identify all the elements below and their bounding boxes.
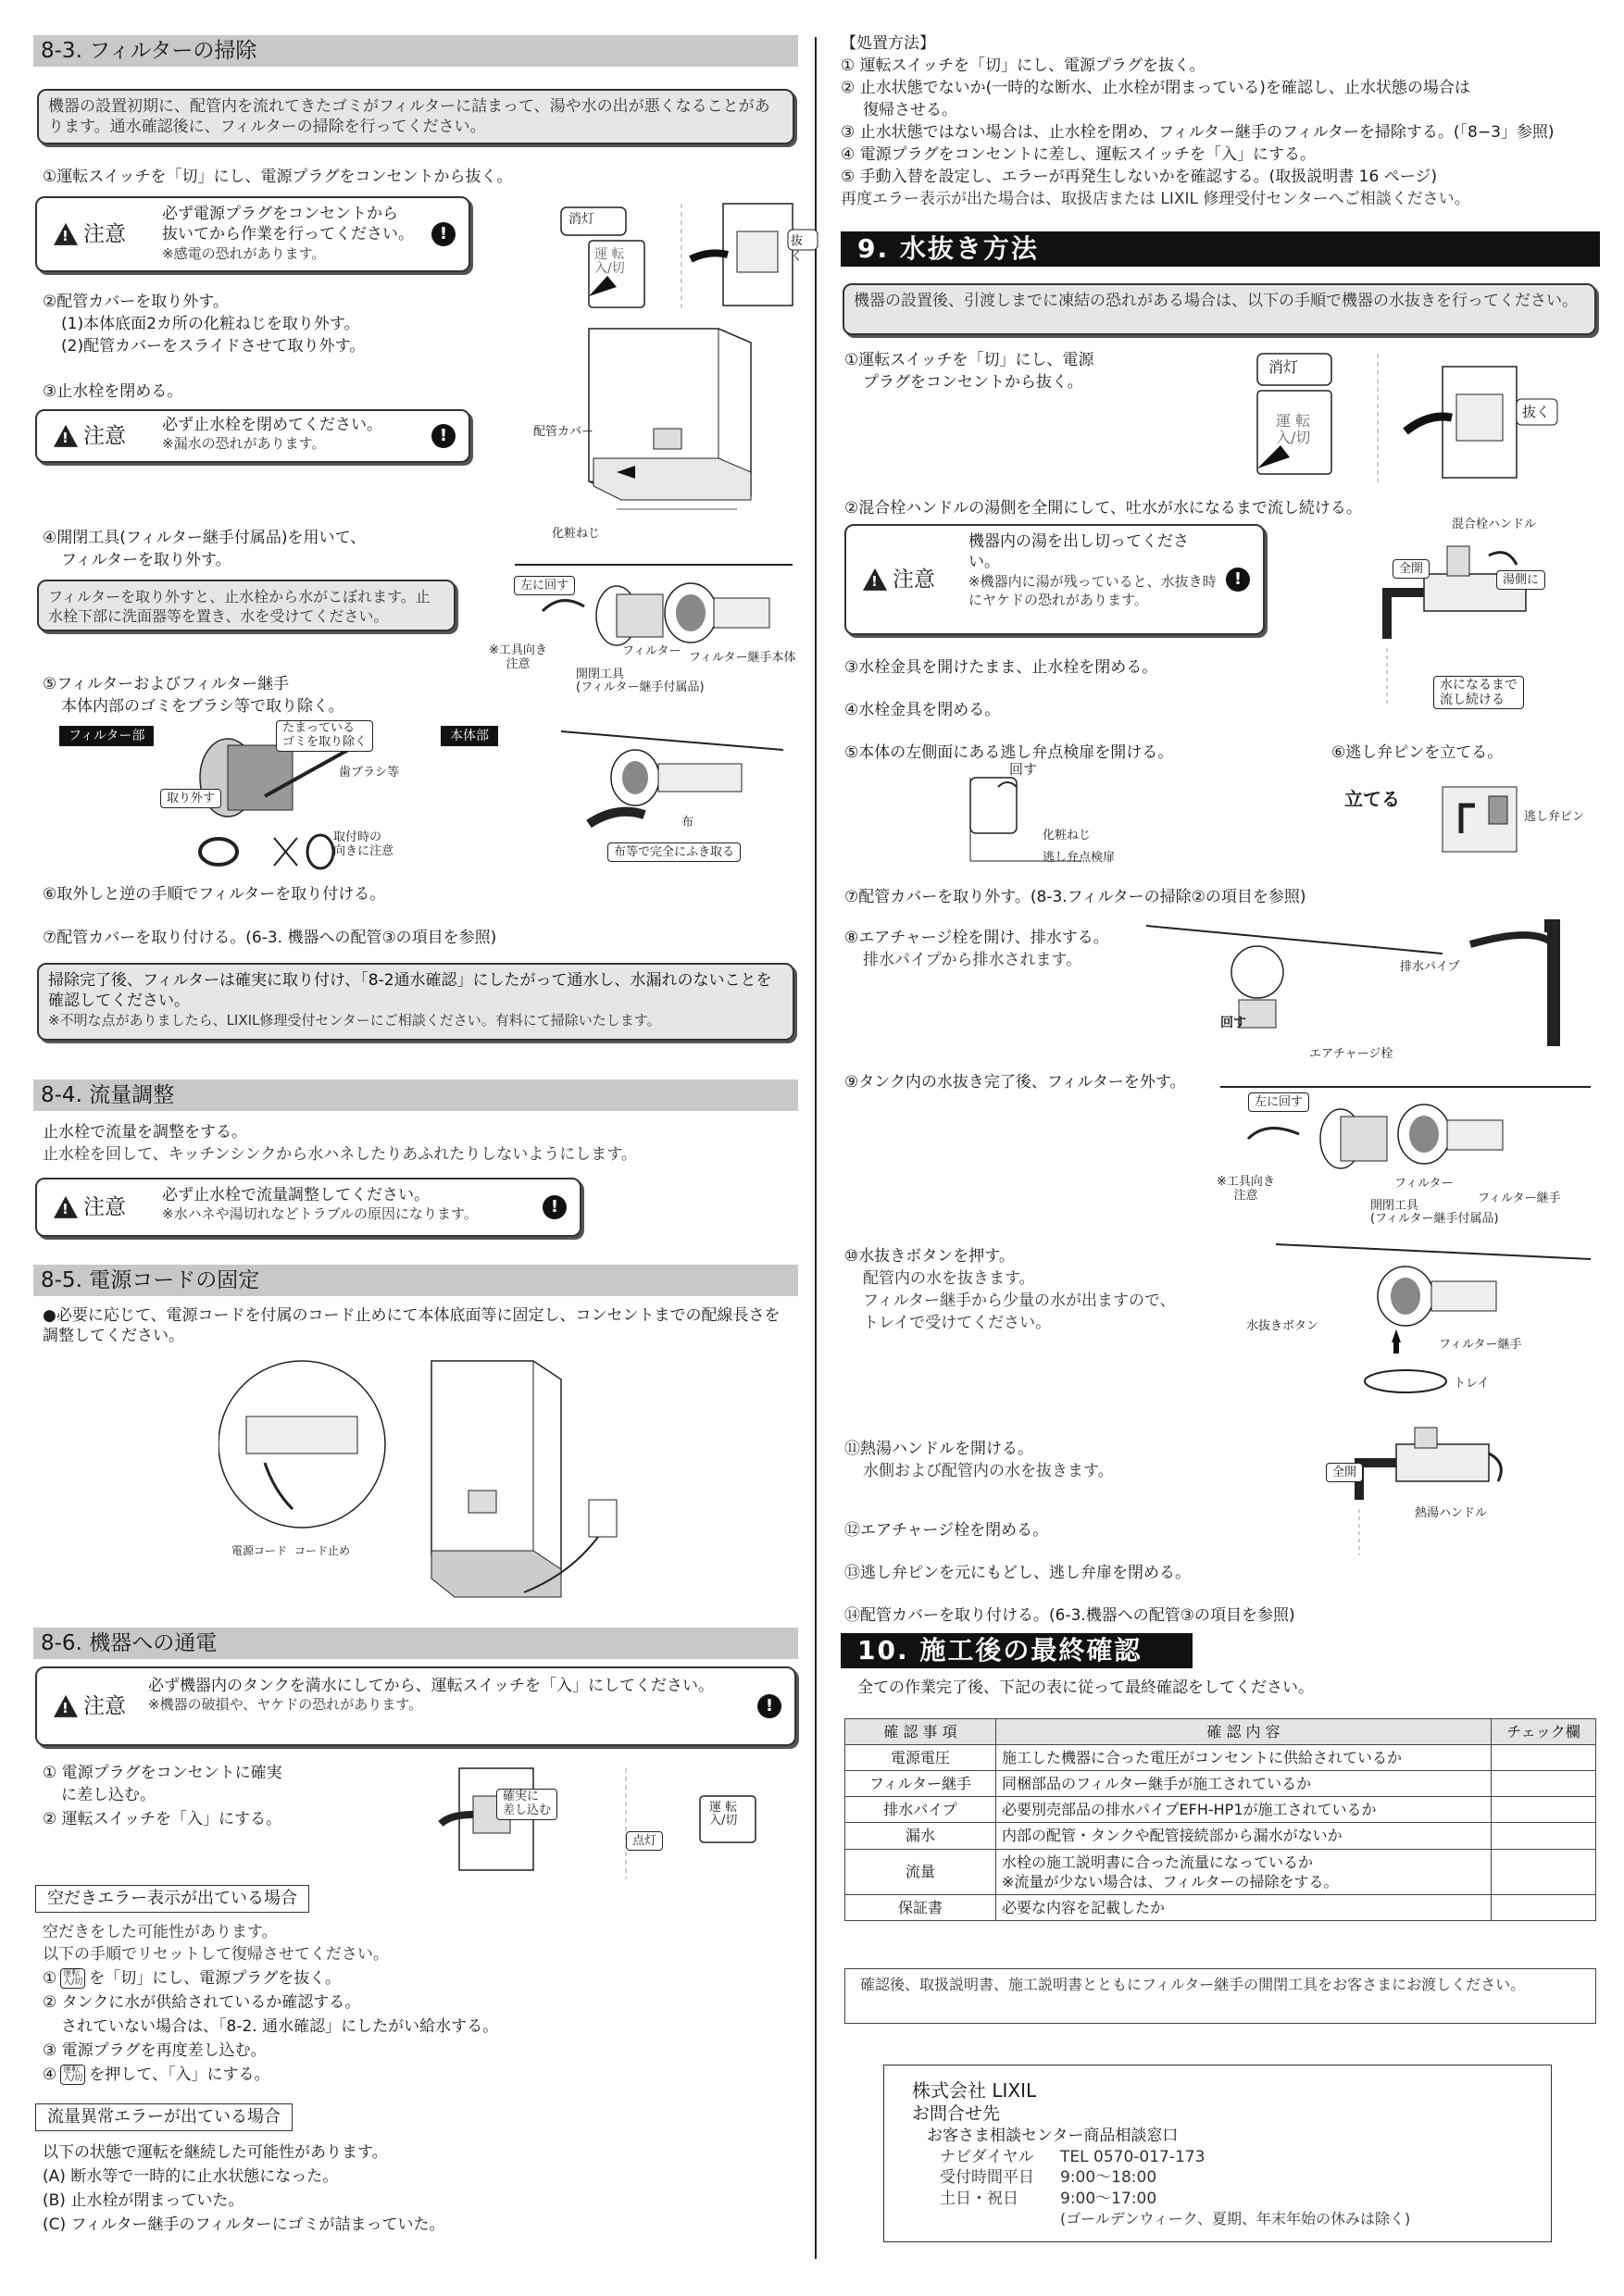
- s9-step10b: 配管内の水を抜きます。: [863, 1269, 1035, 1288]
- s9-s11-handle: 熱湯ハンドル: [1415, 1506, 1488, 1520]
- s83-step7: ⑦配管カバーを取り付ける。(6-3. 機器への配管③の項目を参照): [43, 929, 497, 947]
- tag-body-part: 本体部: [441, 726, 498, 746]
- contact-row: [940, 2147, 1523, 2167]
- s83-step4a: ④開閉工具(フィルター継手付属品)を用いて、: [43, 529, 367, 547]
- contact-row-value: 9:00〜18:00: [1060, 2168, 1157, 2188]
- table-row: [845, 1849, 1596, 1894]
- s9-illus9-tool-note: ※工具向き 注意: [1217, 1175, 1275, 1203]
- warning-triangle-icon: [54, 425, 78, 447]
- illus86-lit: 点灯: [626, 1831, 663, 1851]
- s9-s5-screw: 化粧ねじ: [1043, 829, 1092, 842]
- s9-step10d: トレイで受けてください。: [863, 1314, 1052, 1332]
- check-item-cell: 排水パイプ: [845, 1797, 996, 1823]
- caution-power-plug: [35, 196, 470, 272]
- exclamation-icon: !: [757, 1694, 781, 1718]
- s9-illus-pull: 抜く: [1522, 404, 1551, 420]
- illus5-remove-dirt: たまっている ゴミを取り除く: [276, 720, 373, 752]
- s9-s5-turn: 回す: [1009, 761, 1038, 778]
- s84-line2: 止水栓を回して、キッチンシンクから水ハネしたりあふれたりしないようにします。: [43, 1145, 637, 1164]
- illus2-cover-label: 配管カバー: [533, 425, 594, 439]
- empty-s4-text: を押して、「入」にする。: [89, 2065, 270, 2084]
- tag-filter-part: フィルター部: [59, 726, 154, 746]
- s9-step8b: 排水パイプから排水されます。: [863, 951, 1082, 969]
- table-row: [845, 1823, 1596, 1849]
- illus-hot-handle: [1331, 1426, 1600, 1565]
- contact-holiday: (ゴールデンウィーク、夏期、年末年始の休みは除く): [1060, 2210, 1411, 2228]
- check-mark-cell[interactable]: [1492, 1849, 1596, 1894]
- section-title-8-5: 8-5. 電源コードの固定: [33, 1265, 798, 1296]
- illus4-tool-note: ※工具向き 注意: [489, 643, 547, 671]
- caution-sub: ※感電の恐れがあります。: [162, 244, 326, 262]
- illus4-filter: フィルター: [622, 644, 681, 658]
- s9-s6-pin: 逃し弁ピン: [1524, 810, 1585, 824]
- s83-step2b: (2)配管カバーをスライドさせて取り外す。: [61, 337, 366, 356]
- check-mark-cell[interactable]: [1492, 1894, 1596, 1920]
- exclamation-icon: !: [1226, 568, 1250, 592]
- contact-rows: [912, 2147, 1523, 2209]
- s9-step10a: ⑩水抜きボタンを押す。: [844, 1247, 1015, 1266]
- section-title-10: 10. 施工後の最終確認: [841, 1633, 1193, 1668]
- empty-s1-num: ①: [43, 1969, 57, 1988]
- contact-row-label: ナビダイヤル: [940, 2147, 1034, 2166]
- illus2-screw-label: 化粧ねじ: [552, 527, 601, 541]
- drain-intro-note: 機器の設置後、引渡しまでに凍結の恐れがある場合は、以下の手順で機器の水抜きを行ってください。: [843, 283, 1596, 335]
- empty-s1-text: を「切」にし、電源プラグを抜く。: [89, 1969, 341, 1988]
- s9-illus-handle: 混合栓ハンドル: [1452, 518, 1537, 531]
- illus86-switch: 運 転 入/切: [709, 1801, 738, 1828]
- treat-l2: ② 止水状態でないか(一時的な断水、止水栓が閉まっている)を確認し、止水状態の場合は: [841, 79, 1470, 97]
- contact-row: [940, 2167, 1523, 2188]
- caution-label: 注意: [893, 567, 935, 592]
- s9-illus-switch: 運 転 入/切: [1276, 412, 1311, 447]
- caution-sub: ※機器の破損や、ヤケドの恐れがあります。: [148, 1696, 423, 1714]
- caution-sub: ※漏水の恐れがあります。: [162, 435, 326, 453]
- illus5-orient: 取付時の 向きに注意: [333, 830, 394, 858]
- filter-water-note: フィルターを取り外すと、止水栓から水がこぼれます。止水栓下部に洗面器等を置き、水を受けてください。: [37, 580, 456, 631]
- s9-step7: ⑦配管カバーを取り外す。(8-3.フィルターの掃除②の項目を参照): [844, 888, 1306, 906]
- flow-c: (C) フィルター継手のフィルターにゴミが詰まっていた。: [43, 2215, 445, 2234]
- s83-step4b: フィルターを取り外す。: [61, 551, 231, 569]
- s83-step3: ③止水栓を閉める。: [43, 382, 183, 401]
- s83-step1: ①運転スイッチを「切」にし、電源プラグをコンセントから抜く。: [43, 168, 513, 186]
- s86-step1a: ① 電源プラグをコンセントに確実: [43, 1764, 282, 1782]
- caution-line: 必ず止水栓で流量調整してください。: [162, 1186, 430, 1204]
- table-row: [845, 1894, 1596, 1920]
- caution-line: 抜いてから作業を行ってください。: [162, 225, 414, 244]
- illus4-joint: フィルター継手本体: [689, 651, 796, 665]
- s9-s6-up: 立てる: [1344, 788, 1400, 810]
- s9-step3: ③水栓金具を開けたまま、止水栓を閉める。: [844, 658, 1158, 677]
- s9-step10c: フィルター継手から少量の水が出ますので、: [863, 1292, 1176, 1310]
- s9-illus9-turn-left: 左に回す: [1248, 1092, 1309, 1112]
- treat-l6: 再度エラー表示が出た場合は、取扱店または LIXIL 修理受付センターへご相談ください。: [841, 190, 1470, 208]
- final-note-text: 掃除完了後、フィルターは確実に取り付け、「8-2通水確認」にしたがって通水し、水漏れのないことを確認してください。: [48, 971, 772, 1011]
- caution-water-stop: [35, 409, 470, 463]
- flow-l1: 以下の状態で運転を継続した可能性があります。: [43, 2143, 388, 2162]
- empty-s2: ② タンクに水が供給されているか確認する。: [43, 1993, 361, 2012]
- exclamation-icon: !: [431, 424, 456, 448]
- company-contact-box: [883, 2065, 1552, 2242]
- check-content-cell: 必要別売部品の排水パイプEFH-HP1が施工されているか: [996, 1797, 1492, 1823]
- illus5-cloth: 布: [681, 816, 694, 830]
- section-title-8-4: 8-4. 流量調整: [33, 1079, 798, 1111]
- treat-l1: ① 運転スイッチを「切」にし、電源プラグを抜く。: [841, 56, 1206, 75]
- s9-illus-until: 水になるまで 流し続ける: [1433, 676, 1524, 709]
- filter-final-note: [37, 963, 794, 1041]
- contact-row-label: 受付時間平日: [940, 2168, 1034, 2188]
- empty-l2: 以下の手順でリセットして復帰させてください。: [43, 1945, 389, 1964]
- switch-key-icon: 運転 入/切: [60, 1968, 85, 1989]
- section-title-9: 9. 水抜き方法: [841, 231, 1600, 267]
- illus-air-charge: [1146, 917, 1600, 1065]
- treat-l5: ⑤ 手動入替を設定し、エラーが再発生しないかを確認する。(取扱説明書 16 ページ): [841, 168, 1438, 186]
- s9-step11b: 水側および配管内の水を抜きます。: [863, 1462, 1114, 1480]
- s9-illus-hot: 湯側に: [1496, 570, 1545, 590]
- s85-line1: ●必要に応じて、電源コードを付属のコード止めにて本体底面等に固定し、コンセントまでの配線長さを調整してください。: [43, 1306, 781, 1346]
- empty-s4: [43, 2065, 269, 2085]
- s9-s11-full: 全開: [1326, 1463, 1363, 1482]
- s9-s8-plug: エアチャージ栓: [1309, 1047, 1393, 1061]
- illus1-switch-label: 運 転 入/切: [594, 247, 625, 277]
- treat-l3: ③ 止水状態ではない場合は、止水栓を閉め、フィルター継手のフィルターを掃除する。(「8−3」参照): [841, 123, 1555, 142]
- switch-key-icon: 運転 入/切: [60, 2065, 85, 2085]
- s9-illus9-joint: フィルター継手: [1478, 1192, 1561, 1205]
- caution-label: 注意: [83, 423, 126, 448]
- s9-illus9-tool: 開閉工具 (フィルター継手付属品): [1370, 1199, 1499, 1227]
- s9-s5-door: 逃し弁点検扉: [1043, 851, 1116, 865]
- s9-step5: ⑤本体の左側面にある逃し弁点検扉を開ける。: [844, 743, 1174, 762]
- final-check-table: [844, 1718, 1596, 1921]
- caution-sub: ※機器内に湯が残っていると、水抜き時にヤケドの恐れがあります。: [968, 572, 1217, 608]
- s83-step6: ⑥取外しと逆の手順でフィルターを取り付ける。: [43, 885, 386, 904]
- illus4-tool: 開閉工具 (フィルター継手付属品): [576, 668, 705, 695]
- column-divider: [815, 37, 817, 2259]
- s83-step5a: ⑤フィルターおよびフィルター継手: [43, 675, 290, 693]
- warning-triangle-icon: [54, 1196, 78, 1218]
- s86-step2: ② 運転スイッチを「入」にする。: [43, 1810, 281, 1828]
- illus85-cord: 電源コード: [231, 1544, 288, 1557]
- contact-row: [940, 2189, 1523, 2209]
- final-note-sub: ※不明な点がありましたら、LIXIL修理受付センターにご相談ください。有料にて掃除いたします。: [48, 1011, 661, 1029]
- table-row: [845, 1797, 1596, 1823]
- caution-label: 注意: [83, 1693, 126, 1718]
- s9-step1a: ①運転スイッチを「切」にし、電源: [844, 351, 1094, 369]
- check-content-cell: 内部の配管・タンクや配管接続部から漏水がないか: [996, 1823, 1492, 1849]
- s9-s10-tray: トレイ: [1454, 1377, 1490, 1391]
- s9-step2: ②混合栓ハンドルの湯側を全開にして、吐水が水になるまで流し続ける。: [844, 499, 1362, 518]
- check-content-cell: 必要な内容を記載したか: [996, 1894, 1492, 1920]
- caution-label: 注意: [83, 221, 126, 246]
- filter-intro-note: 機器の設置初期に、配管内を流れてきたゴミがフィルターに詰まって、湯や水の出が悪くなることがあります。通水確認後に、フィルターの掃除を行ってください。: [37, 89, 794, 144]
- table-header: 確 認 内 容: [996, 1719, 1492, 1745]
- s9-step8a: ⑧エアチャージ栓を開け、排水する。: [844, 929, 1109, 947]
- s9-s10-btn: 水抜きボタン: [1246, 1319, 1319, 1333]
- s9-step4: ④水栓金具を閉める。: [844, 701, 1001, 719]
- illus5-detach: 取り外す: [160, 789, 221, 808]
- exclamation-icon: !: [543, 1195, 567, 1219]
- subtitle-empty-error: 空だきエラー表示が出ている場合: [35, 1885, 309, 1913]
- check-item-cell: 電源電圧: [845, 1745, 996, 1771]
- empty-l1: 空だきをした可能性があります。: [43, 1923, 278, 1941]
- check-mark-cell[interactable]: [1492, 1823, 1596, 1849]
- illus86-insert: 確実に 差し込む: [496, 1789, 557, 1820]
- contact-center: お客さま相談センター商品相談窓口: [927, 2127, 1179, 2146]
- s9-illus-off: 消灯: [1268, 358, 1299, 376]
- empty-s3: ③ 電源プラグを再度差し込む。: [43, 2041, 267, 2060]
- empty-s2b: されていない場合は、「8-2. 通水確認」にしたがい給水する。: [61, 2017, 499, 2036]
- illus5-brush: 歯ブラシ等: [339, 766, 400, 780]
- check-item-cell: 流量: [845, 1849, 996, 1894]
- check-mark-cell[interactable]: [1492, 1745, 1596, 1771]
- s84-line1: 止水栓で流量を調整をする。: [43, 1123, 247, 1142]
- s9-step12: ⑫エアチャージ栓を閉める。: [844, 1521, 1049, 1540]
- illus85-clip: コード止め: [294, 1544, 351, 1557]
- caution-tank-full: [35, 1666, 796, 1746]
- warning-triangle-icon: [863, 568, 887, 591]
- treat-title: 【処置方法】: [841, 34, 935, 53]
- check-mark-cell[interactable]: [1492, 1771, 1596, 1797]
- flow-b: (B) 止水栓が閉まっていた。: [43, 2191, 244, 2210]
- empty-s1: [43, 1968, 341, 1989]
- table-header: チェック欄: [1492, 1719, 1596, 1745]
- caution-flow: [35, 1178, 581, 1237]
- s9-s8-turn: 回す: [1220, 1016, 1246, 1030]
- contact-label: お問合せ先: [912, 2103, 1001, 2125]
- s9-illus-full: 全開: [1393, 559, 1430, 579]
- s9-step9: ⑨タンク内の水抜き完了後、フィルターを外す。: [844, 1073, 1186, 1092]
- caution-label: 注意: [83, 1194, 126, 1219]
- warning-triangle-icon: [54, 223, 78, 245]
- caution-line: 必ず止水栓を閉めてください。: [162, 416, 382, 434]
- check-mark-cell[interactable]: [1492, 1797, 1596, 1823]
- treat-l2b: 復帰させる。: [863, 101, 957, 119]
- contact-row-value: 9:00〜17:00: [1060, 2189, 1157, 2208]
- exclamation-icon: !: [431, 222, 456, 246]
- s9-step11a: ⑪熱湯ハンドルを開ける。: [844, 1440, 1033, 1458]
- s9-s10-joint: フィルター継手: [1439, 1338, 1522, 1352]
- s9-step13: ⑬逃し弁ピンを元にもどし、逃し弁扉を閉める。: [844, 1564, 1191, 1582]
- company-name: 株式会社 LIXIL: [912, 2079, 1037, 2102]
- s9-step6: ⑥逃し弁ピンを立てる。: [1331, 743, 1504, 762]
- s9-step14: ⑭配管カバーを取り付ける。(6-3.機器への配管③の項目を参照): [844, 1606, 1295, 1625]
- illus1-off-label: 消灯: [568, 212, 594, 227]
- s83-step2: ②配管カバーを取り外す。: [43, 293, 229, 311]
- empty-s4-num: ④: [43, 2065, 57, 2084]
- s83-step2a: (1)本体底面2カ所の化粧ねじを取り外す。: [61, 315, 360, 333]
- illus-cord-fix: [219, 1352, 635, 1629]
- s9-illus9-filter: フィルター: [1394, 1177, 1454, 1191]
- s10-intro: 全ての作業完了後、下記の表に従って最終確認をしてください。: [857, 1678, 1314, 1697]
- check-item-cell: フィルター継手: [845, 1771, 996, 1797]
- illus4-turn-left: 左に回す: [514, 576, 575, 595]
- s10-after-note: 確認後、取扱説明書、施工説明書とともにフィルター継手の開閉工具をお客さまにお渡しください。: [844, 1968, 1596, 2024]
- section-title-8-6: 8-6. 機器への通電: [33, 1628, 798, 1659]
- caution-hot-water: [844, 524, 1265, 635]
- s83-step5b: 本体内部のゴミをブラシ等で取り除く。: [61, 697, 344, 716]
- caution-line: 必ず電源プラグをコンセントから: [162, 205, 398, 223]
- illus5-wipe: 布等で完全にふき取る: [607, 842, 741, 862]
- table-header: 確 認 事 項: [845, 1719, 996, 1745]
- caution-line: 機器内の湯を出し切ってください。: [968, 532, 1189, 572]
- subtitle-flow-error: 流量異常エラーが出ている場合: [35, 2103, 293, 2131]
- check-item-cell: 漏水: [845, 1823, 996, 1849]
- s86-step1b: に差し込む。: [61, 1786, 156, 1804]
- illus1-pull-label: 抜く: [791, 234, 804, 265]
- contact-row-value: TEL 0570-017-173: [1060, 2147, 1206, 2166]
- treat-l4: ④ 電源プラグをコンセントに差し、運転スイッチを「入」にする。: [841, 145, 1316, 164]
- s9-s8-pipe: 排水パイプ: [1400, 960, 1460, 974]
- check-content-cell: 水栓の施工説明書に合った流量になっているか ※流量が少ない場合は、フィルターの掃除をする。: [996, 1849, 1492, 1894]
- caution-line: 必ず機器内のタンクを満水にしてから、運転スイッチを「入」にしてください。: [148, 1677, 714, 1695]
- flow-a: (A) 断水等で一時的に止水状態になった。: [43, 2167, 339, 2186]
- table-header-row: [845, 1719, 1596, 1745]
- check-content-cell: 施工した機器に合った電圧がコンセントに供給されているか: [996, 1745, 1492, 1771]
- check-content-cell: 同梱部品のフィルター継手が施工されているか: [996, 1771, 1492, 1797]
- caution-sub: ※水ハネや湯切れなどトラブルの原因になります。: [162, 1205, 478, 1223]
- s9-step1b: プラグをコンセントから抜く。: [863, 373, 1083, 392]
- contact-row-label: 土日・祝日: [940, 2189, 1018, 2208]
- check-item-cell: 保証書: [845, 1894, 996, 1920]
- section-title-8-3: 8-3. フィルターの掃除: [33, 35, 798, 67]
- table-row: [845, 1771, 1596, 1797]
- table-row: [845, 1745, 1596, 1771]
- warning-triangle-icon: [54, 1695, 78, 1717]
